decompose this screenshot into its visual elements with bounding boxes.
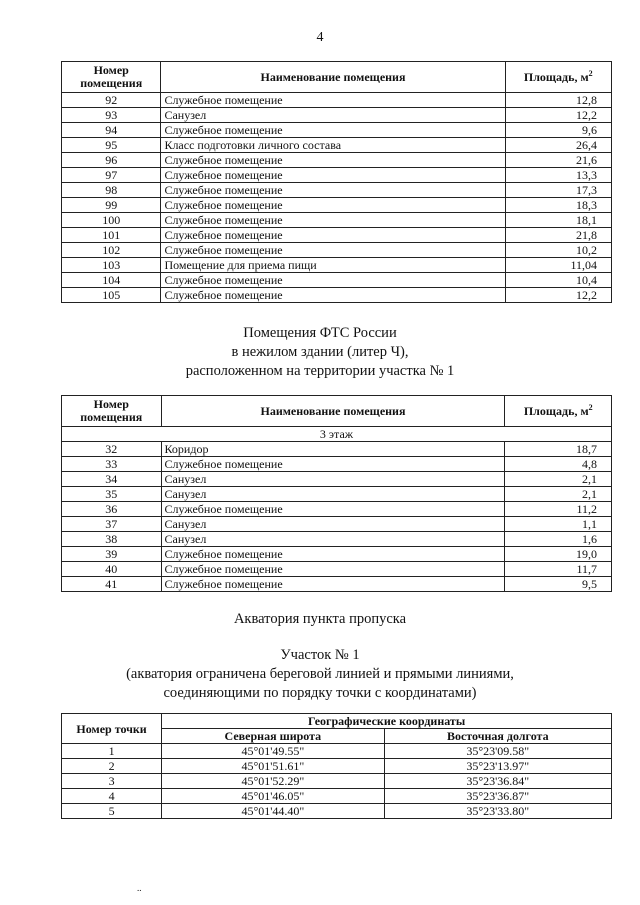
col-header-lon: Восточная долгота (384, 729, 611, 744)
table-row (62, 198, 612, 213)
room-number: 41 (62, 577, 162, 592)
room-name: Санузел (161, 472, 505, 487)
table-row (62, 744, 612, 759)
table-row (62, 273, 612, 288)
room-area: 2,1 (505, 472, 612, 487)
room-area: 12,2 (505, 108, 611, 123)
room-name: Служебное помещение (161, 198, 505, 213)
room-number: 35 (62, 487, 162, 502)
room-number: 32 (62, 442, 162, 457)
col-header-area (505, 396, 612, 427)
table-row (62, 502, 612, 517)
point-number: 2 (62, 759, 162, 774)
room-name: Санузел (161, 517, 505, 532)
longitude: 35°23'13.97" (384, 759, 611, 774)
page-number: 4 (316, 30, 324, 45)
room-name: Служебное помещение (161, 577, 505, 592)
table-row (62, 759, 612, 774)
latitude: 45°01'46.05" (162, 789, 384, 804)
room-number: 40 (62, 562, 162, 577)
longitude: 35°23'36.84" (384, 774, 611, 789)
area-label: Площадь, м (523, 404, 589, 418)
heading-fts-rooms (0, 324, 640, 381)
room-name: Служебное помещение (161, 243, 505, 258)
table-row (62, 123, 612, 138)
room-number: 98 (62, 183, 161, 198)
heading-line: соединяющими по порядку точки с координатами) (163, 685, 477, 701)
room-name: Санузел (161, 487, 505, 502)
latitude: 45°01'44.40" (162, 804, 384, 819)
table-row (62, 213, 612, 228)
room-number: 33 (62, 457, 162, 472)
room-area: 18,3 (505, 198, 611, 213)
room-number: 99 (62, 198, 161, 213)
rooms-table-1 (61, 61, 612, 303)
table-row (62, 532, 612, 547)
room-area: 1,6 (505, 532, 612, 547)
col-header-name: Наименование помещения (161, 396, 505, 427)
table-row (62, 547, 612, 562)
room-area: 19,0 (505, 547, 612, 562)
room-name: Служебное помещение (161, 457, 505, 472)
room-number: 104 (62, 273, 161, 288)
room-number: 38 (62, 532, 162, 547)
room-area: 17,3 (505, 183, 611, 198)
table-row (62, 517, 612, 532)
room-name: Служебное помещение (161, 502, 505, 517)
table-row (62, 108, 612, 123)
footer-mark: .. (137, 883, 142, 893)
room-name: Служебное помещение (161, 547, 505, 562)
table-row (62, 562, 612, 577)
point-number: 3 (62, 774, 162, 789)
room-area: 9,6 (505, 123, 611, 138)
room-number: 34 (62, 472, 162, 487)
heading-line: Участок № 1 (280, 647, 360, 663)
room-name: Служебное помещение (161, 562, 505, 577)
longitude: 35°23'33.80" (384, 804, 611, 819)
room-name: Служебное помещение (161, 168, 505, 183)
col-header-lat: Северная широта (162, 729, 384, 744)
room-area: 13,3 (505, 168, 611, 183)
room-area: 26,4 (505, 138, 611, 153)
room-area: 21,8 (505, 228, 611, 243)
col-header-name: Наименование помещения (161, 62, 505, 93)
room-name: Коридор (161, 442, 505, 457)
longitude: 35°23'09.58" (384, 744, 611, 759)
rooms-table-2-body (62, 442, 612, 592)
point-number: 1 (62, 744, 162, 759)
room-area: 10,2 (505, 243, 611, 258)
col-header-geo: Географические координаты (162, 714, 612, 729)
table-row (62, 168, 612, 183)
heading-line: Помещения ФТС России (243, 325, 397, 341)
room-area: 11,2 (505, 502, 612, 517)
table-row (62, 258, 612, 273)
table-row (62, 153, 612, 168)
table-row (62, 442, 612, 457)
room-area: 10,4 (505, 273, 611, 288)
table-row (62, 183, 612, 198)
point-number: 5 (62, 804, 162, 819)
room-name: Служебное помещение (161, 228, 505, 243)
heading-aquatory: Акватория пункта пропуска (233, 611, 407, 627)
room-area: 18,7 (505, 442, 612, 457)
room-name: Класс подготовки личного состава (161, 138, 505, 153)
room-number: 94 (62, 123, 161, 138)
room-area: 11,04 (505, 258, 611, 273)
point-number: 4 (62, 789, 162, 804)
room-area: 1,1 (505, 517, 612, 532)
coordinates-table (61, 713, 612, 819)
room-number: 37 (62, 517, 162, 532)
table-row (62, 472, 612, 487)
table-row (62, 577, 612, 592)
room-name: Служебное помещение (161, 123, 505, 138)
room-area: 12,2 (505, 288, 611, 303)
room-number: 96 (62, 153, 161, 168)
room-number: 39 (62, 547, 162, 562)
room-area: 12,8 (505, 93, 611, 108)
table-row (62, 774, 612, 789)
longitude: 35°23'36.87" (384, 789, 611, 804)
room-number: 100 (62, 213, 161, 228)
room-number: 102 (62, 243, 161, 258)
room-number: 92 (62, 93, 161, 108)
table-row (62, 804, 612, 819)
rooms-table-1-body (62, 93, 612, 303)
room-name: Служебное помещение (161, 183, 505, 198)
table-row (62, 789, 612, 804)
room-area: 18,1 (505, 213, 611, 228)
col-header-num: Номер помещения (62, 396, 162, 427)
heading-line: расположенном на территории участка № 1 (185, 363, 455, 379)
coordinates-table-body (62, 744, 612, 819)
col-header-area (505, 62, 611, 93)
heading-line: (акватория ограничена береговой линией и прямыми линиями, (126, 666, 514, 682)
room-number: 36 (62, 502, 162, 517)
room-name: Санузел (161, 108, 505, 123)
area-label: Площадь, м (523, 70, 589, 84)
rooms-table-2 (61, 395, 612, 592)
room-area: 4,8 (505, 457, 612, 472)
heading-section-1 (0, 646, 640, 703)
room-number: 97 (62, 168, 161, 183)
table-row (62, 457, 612, 472)
room-name: Служебное помещение (161, 213, 505, 228)
table-row (62, 288, 612, 303)
room-number: 103 (62, 258, 161, 273)
room-name: Служебное помещение (161, 153, 505, 168)
room-name: Помещение для приема пищи (161, 258, 505, 273)
room-number: 105 (62, 288, 161, 303)
room-area: 11,7 (505, 562, 612, 577)
room-area: 9,5 (505, 577, 612, 592)
room-name: Санузел (161, 532, 505, 547)
room-area: 2,1 (505, 487, 612, 502)
room-name: Служебное помещение (161, 273, 505, 288)
heading-line: в нежилом здании (литер Ч), (231, 344, 409, 360)
latitude: 45°01'51.61" (162, 759, 384, 774)
room-name: Служебное помещение (161, 288, 505, 303)
table-row (62, 138, 612, 153)
col-header-num: Номер помещения (62, 62, 161, 93)
room-number: 101 (62, 228, 161, 243)
room-number: 93 (62, 108, 161, 123)
latitude: 45°01'52.29" (162, 774, 384, 789)
table-row (62, 243, 612, 258)
table-row (62, 487, 612, 502)
col-header-point: Номер точки (62, 714, 162, 744)
latitude: 45°01'49.55" (162, 744, 384, 759)
room-name: Служебное помещение (161, 93, 505, 108)
floor-row: 3 этаж (62, 427, 612, 442)
table-row (62, 93, 612, 108)
table-row (62, 228, 612, 243)
room-number: 95 (62, 138, 161, 153)
room-area: 21,6 (505, 153, 611, 168)
area-sup: 2 (588, 403, 593, 412)
area-sup: 2 (588, 69, 593, 78)
